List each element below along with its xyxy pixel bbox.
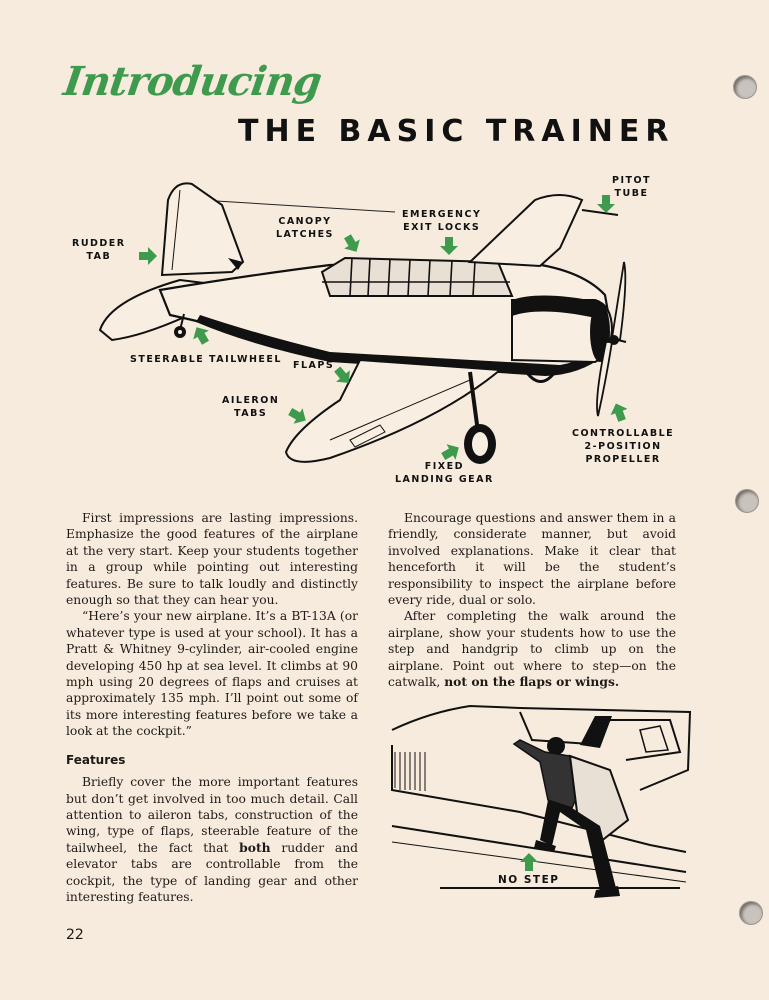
label-canopy-latches: CANOPY LATCHES [276, 216, 334, 240]
label-fixed-landing-gear: FIXED LANDING GEAR [395, 461, 494, 485]
page-number: 22 [66, 927, 84, 943]
intro-paragraph: First impressions are lasting impressions. Emphasize the good features of the airplane at the very start. Keep your students together in a group while pointing out interesting features. Be sure to talk loudly and distinctly enough so that they can hear you. [66, 511, 358, 608]
arrow-no-step [520, 853, 538, 871]
label-rudder-tab: RUDDER TAB [72, 238, 126, 262]
label-emergency-exit-locks: EMERGENCY EXIT LOCKS [402, 209, 482, 233]
features-paragraph: Briefly cover the more important features but don’t get involved in too much detail. Call attention to aileron tabs, construction of the wing, type of flaps, steerable feature of the tailwheel, the fact that both rudder and elevator tabs are controllable from the cockpit, the type of landing gear and other interesting features. [66, 775, 358, 904]
label-steerable-tailwheel: STEERABLE TAILWHEEL [130, 354, 282, 365]
label-aileron-tabs: AILERON TABS [222, 395, 280, 419]
label-flaps: FLAPS [293, 360, 335, 371]
features-heading: Features [66, 752, 126, 767]
quote-paragraph: “Here’s your new airplane. It’s a BT-13A (or whatever type is used at your school). It has a Pratt & Whitney 9-cylinder, air-cooled engine developing 450 hp at sea level. It climbs at 90 mph using 20 degrees of flaps and cruises at approximately 135 mph. I’ll point out some of its more interesting features before we take a look at the cockpit.” [66, 609, 358, 739]
script-title: Introducing [60, 58, 324, 105]
questions-paragraph: Encourage questions and answer them in a friendly, considerate manner, but avoid involved explanations. Make it clear that henceforth it will be the student’s responsibility to inspect the airplane before every ride, dual or solo. [388, 511, 676, 608]
walkaround-paragraph: After completing the walk around the airplane, show your students how to use the step and handgrip to climb up on the airplane. Point out where to step—on the catwalk, not on the flaps or wings. [388, 609, 676, 690]
label-pitot-tube: PITOT TUBE [612, 175, 652, 199]
label-no-step: NO STEP [498, 874, 560, 886]
label-controllable-propeller: CONTROLLABLE 2-POSITION PROPELLER [572, 428, 675, 465]
page-title: THE BASIC TRAINER [238, 114, 675, 149]
